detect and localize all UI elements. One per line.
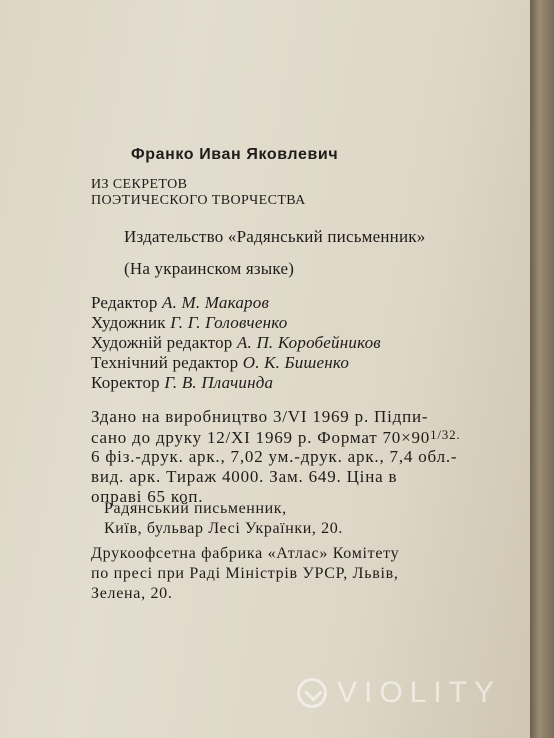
credit-person: Г. В. Плачинда <box>164 373 274 392</box>
language-note: (На украинском языке) <box>124 259 295 278</box>
printer-line: по пресі при Раді Міністрів УРСР, Львів, <box>91 565 399 582</box>
page-edge <box>530 0 554 738</box>
publisher-name: Издательство «Радянський письменник» <box>124 227 426 246</box>
book-title-line-1: ИЗ СЕКРЕТОВ <box>91 177 188 192</box>
publisher-address-line: Радянський письменник, <box>104 500 287 517</box>
format-fraction: 1/32. <box>430 427 461 442</box>
credit-person: О. К. Бишенко <box>242 353 350 372</box>
credit-artist <box>91 313 287 333</box>
credit-proofreader <box>91 373 273 393</box>
credit-role: Редактор <box>91 293 158 312</box>
credit-role: Художній редактор <box>91 333 233 352</box>
credit-role: Коректор <box>91 373 160 392</box>
printer-line: Друкоофсетна фабрика «Атлас» Комітету <box>91 545 400 562</box>
book-title-line-2: ПОЭТИЧЕСКОГО ТВОРЧЕСТВА <box>91 193 306 208</box>
credit-person: А. П. Коробейников <box>236 333 381 352</box>
author-name: Франко Иван Яковлевич <box>131 146 339 163</box>
credit-tech-editor <box>91 353 349 373</box>
watermark-text: VIOLITY <box>337 676 502 709</box>
imprint-line-format <box>91 427 460 448</box>
watermark <box>297 673 527 713</box>
publisher-address-line: Київ, бульвар Лесі Українки, 20. <box>104 520 343 537</box>
imprint-line: сано до друку 12/XI 1969 р. Формат 70×90 <box>91 428 431 447</box>
credit-role: Технічний редактор <box>91 353 239 372</box>
credit-editor <box>91 293 269 313</box>
credit-role: Художник <box>91 313 166 332</box>
violity-logo-icon <box>297 678 327 708</box>
imprint-line: оправі 65 коп. <box>91 487 204 506</box>
credit-person: А. М. Макаров <box>162 293 270 312</box>
imprint-line: Здано на виробництво 3/VI 1969 р. Підпи- <box>91 407 429 426</box>
credit-person: Г. Г. Головченко <box>170 313 288 332</box>
imprint-line: 6 фіз.-друк. арк., 7,02 ум.-друк. арк., 7,4 обл.- <box>91 447 458 466</box>
credit-art-editor <box>91 333 381 353</box>
printer-line: Зелена, 20. <box>91 585 173 602</box>
imprint-line: вид. арк. Тираж 4000. Зам. 649. Ціна в <box>91 467 398 486</box>
